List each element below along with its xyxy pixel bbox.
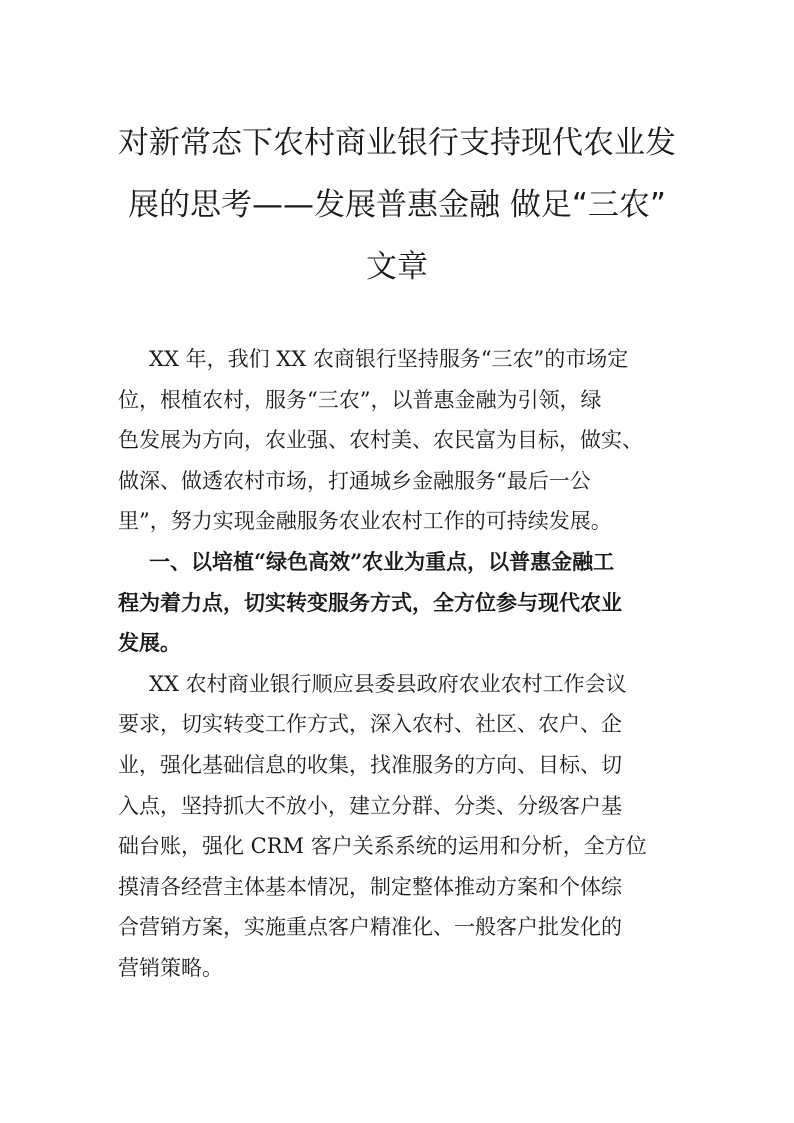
section-heading-1 <box>118 542 678 664</box>
paragraph-intro <box>118 339 678 542</box>
document-body <box>118 339 678 989</box>
paragraph-line: 业，强化基础信息的收集，找准服务的方向、目标、切 <box>118 752 622 777</box>
heading-line: 一、以培植“绿色高效”农业为重点，以普惠金融工 <box>149 548 615 574</box>
paragraph-line: 合营销方案，实施重点客户精准化、一般客户批发化的 <box>118 915 622 940</box>
paragraph-section-1 <box>118 664 678 989</box>
paragraph-line: 础台账，强化 CRM 客户关系系统的运用和分析，全方位 <box>118 834 647 859</box>
paragraph-line: 里”，努力实现金融服务农业农村工作的可持续发展。 <box>118 509 612 534</box>
document-title <box>110 112 684 298</box>
paragraph-line: XX 年，我们 XX 农商银行坚持服务“三农”的市场定 <box>149 347 629 371</box>
heading-line: 程为着力点，切实转变服务方式，全方位参与现代农业 <box>118 589 622 615</box>
title-line-2: 展的思考——发展普惠金融 做足“三农” <box>128 187 666 223</box>
paragraph-line: 营销策略。 <box>118 955 223 980</box>
paragraph-line: XX 农村商业银行顺应县委县政府农业农村工作会议 <box>149 671 627 696</box>
paragraph-line: 入点，坚持抓大不放小，建立分群、分类、分级客户基 <box>118 793 622 818</box>
title-line-1: 对新常态下农村商业银行支持现代农业发 <box>118 125 676 161</box>
heading-line: 发展。 <box>118 630 181 656</box>
paragraph-line: 色发展为方向，农业强、农村美、农民富为目标，做实、 <box>118 428 643 453</box>
title-line-3: 文章 <box>366 249 428 285</box>
paragraph-line: 位，根植农村，服务“三农”，以普惠金融为引领，绿 <box>118 387 602 412</box>
paragraph-line: 要求，切实转变工作方式，深入农村、社区、农户、企 <box>118 712 622 737</box>
paragraph-line: 做深、做透农村市场，打通城乡金融服务“最后一公 <box>118 468 591 493</box>
paragraph-line: 摸清各经营主体基本情况，制定整体推动方案和个体综 <box>118 874 622 899</box>
